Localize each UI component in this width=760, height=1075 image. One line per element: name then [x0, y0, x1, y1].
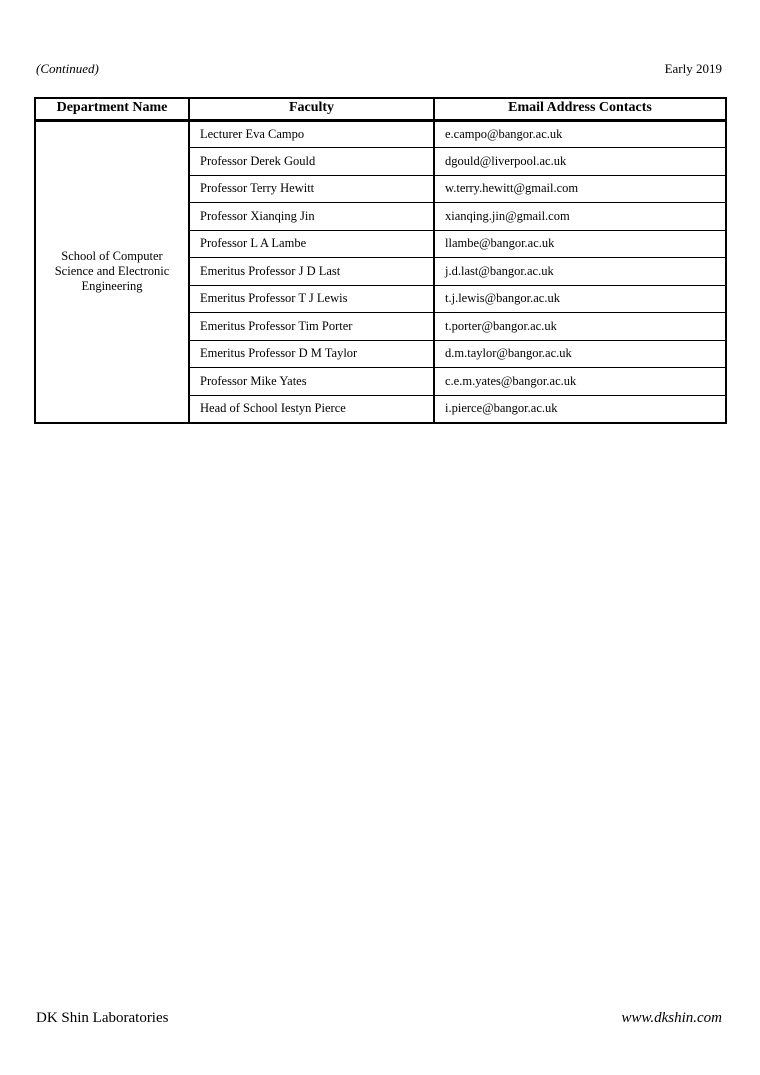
email-cell: xianqing.jin@gmail.com	[434, 203, 726, 231]
date-label: Early 2019	[664, 61, 722, 76]
faculty-cell: Emeritus Professor T J Lewis	[189, 285, 434, 313]
faculty-cell: Professor Terry Hewitt	[189, 175, 434, 203]
email-cell: c.e.m.yates@bangor.ac.uk	[434, 368, 726, 396]
faculty-contacts-table	[34, 97, 727, 424]
email-cell: w.terry.hewitt@gmail.com	[434, 175, 726, 203]
department-name-cell: School of Computer Science and Electronic Engineering	[35, 120, 189, 423]
faculty-cell: Professor L A Lambe	[189, 230, 434, 258]
email-cell: dgould@liverpool.ac.uk	[434, 148, 726, 176]
table-row	[35, 120, 726, 148]
company-name: DK Shin Laboratories	[36, 1010, 169, 1026]
email-cell: j.d.last@bangor.ac.uk	[434, 258, 726, 286]
page-footer	[36, 1010, 722, 1027]
email-cell: d.m.taylor@bangor.ac.uk	[434, 340, 726, 368]
email-cell: e.campo@bangor.ac.uk	[434, 120, 726, 148]
continued-label: (Continued)	[36, 61, 99, 76]
website-label: www.dkshin.com	[621, 1010, 722, 1026]
column-header-department: Department Name	[35, 98, 189, 120]
faculty-cell: Professor Xianqing Jin	[189, 203, 434, 231]
faculty-cell: Lecturer Eva Campo	[189, 120, 434, 148]
faculty-cell: Emeritus Professor D M Taylor	[189, 340, 434, 368]
email-cell: i.pierce@bangor.ac.uk	[434, 395, 726, 423]
email-cell: llambe@bangor.ac.uk	[434, 230, 726, 258]
faculty-cell: Professor Mike Yates	[189, 368, 434, 396]
table-header-row	[35, 98, 726, 120]
page-header	[36, 61, 722, 77]
faculty-cell: Head of School Iestyn Pierce	[189, 395, 434, 423]
email-cell: t.j.lewis@bangor.ac.uk	[434, 285, 726, 313]
column-header-faculty: Faculty	[189, 98, 434, 120]
column-header-email: Email Address Contacts	[434, 98, 726, 120]
faculty-cell: Emeritus Professor Tim Porter	[189, 313, 434, 341]
faculty-cell: Professor Derek Gould	[189, 148, 434, 176]
email-cell: t.porter@bangor.ac.uk	[434, 313, 726, 341]
faculty-cell: Emeritus Professor J D Last	[189, 258, 434, 286]
